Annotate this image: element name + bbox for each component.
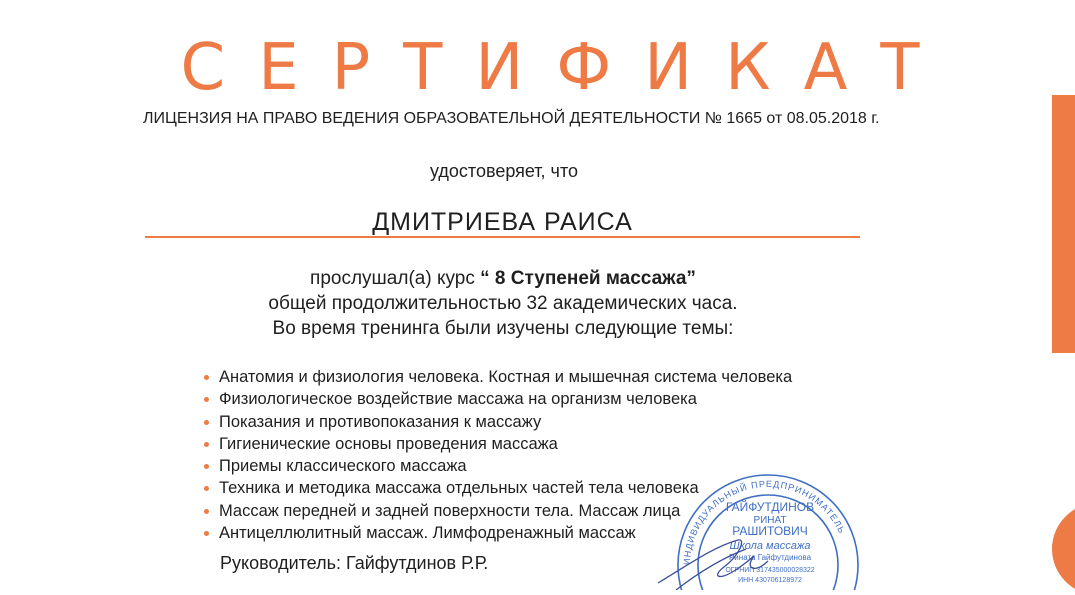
stamp-line-3: РАШИТОВИЧ: [732, 524, 808, 538]
course-line: [0, 266, 1006, 291]
name-underline: [145, 236, 860, 238]
list-item: Гигиенические основы проведения массажа: [203, 433, 792, 455]
decorative-side-bar: [1052, 95, 1075, 353]
stamp-ogrnip: ОГРНИП 317435000028322: [725, 567, 815, 574]
list-item: Техника и методика массажа отдельных частей тела человека: [203, 477, 792, 499]
director-signature-line: Руководитель: Гайфутдинов Р.Р.: [220, 553, 489, 573]
course-name: “ 8 Ступеней массажа”: [480, 268, 696, 289]
stamp-line-5: Рината Гайфутдинова: [728, 553, 812, 562]
stamp-ring-text: ИНДИВИДУАЛЬНЫЙ ПРЕДПРИНИМАТЕЛЬ: [681, 478, 848, 566]
list-item: Приемы классического массажа: [203, 455, 792, 477]
list-item: Анатомия и физиология человека. Костная и мышечная система человека: [203, 366, 792, 388]
license-line: ЛИЦЕНЗИЯ НА ПРАВО ВЕДЕНИЯ ОБРАЗОВАТЕЛЬНОЙ ДЕЯТЕЛЬНОСТИ № 1665 от 08.05.2018 г.: [143, 110, 880, 127]
list-item: Антицеллюлитный массаж. Лимфодренажный массаж: [203, 522, 792, 544]
stamp-line-2: РИНАТ: [753, 515, 787, 526]
certificate-title: СЕРТИФИКАТ: [180, 31, 953, 105]
course-prefix: прослушал(а) курс: [310, 268, 481, 289]
decorative-side-circle: [1052, 503, 1075, 595]
course-description: [0, 266, 1006, 341]
company-stamp: [628, 455, 868, 590]
recipient-name: ДМИТРИЕВА РАИСА: [372, 208, 633, 236]
certifies-text: удостоверяет, что: [430, 161, 578, 181]
list-item: Показания и противопоказания к массажу: [203, 411, 792, 433]
stamp-line-4: Школа массажа: [729, 540, 811, 552]
stamp-inn: ИНН 430706128972: [738, 577, 802, 584]
course-duration: общей продолжительностью 32 академических часа.: [268, 293, 738, 314]
stamp-line-1: ГАЙФУТДИНОВ: [725, 500, 815, 514]
list-item: Массаж передней и задней поверхности тела. Массаж лица: [203, 500, 792, 522]
topics-intro: Во время тренинга были изучены следующие темы:: [272, 318, 734, 339]
list-item: Физиологическое воздействие массажа на организм человека: [203, 388, 792, 410]
